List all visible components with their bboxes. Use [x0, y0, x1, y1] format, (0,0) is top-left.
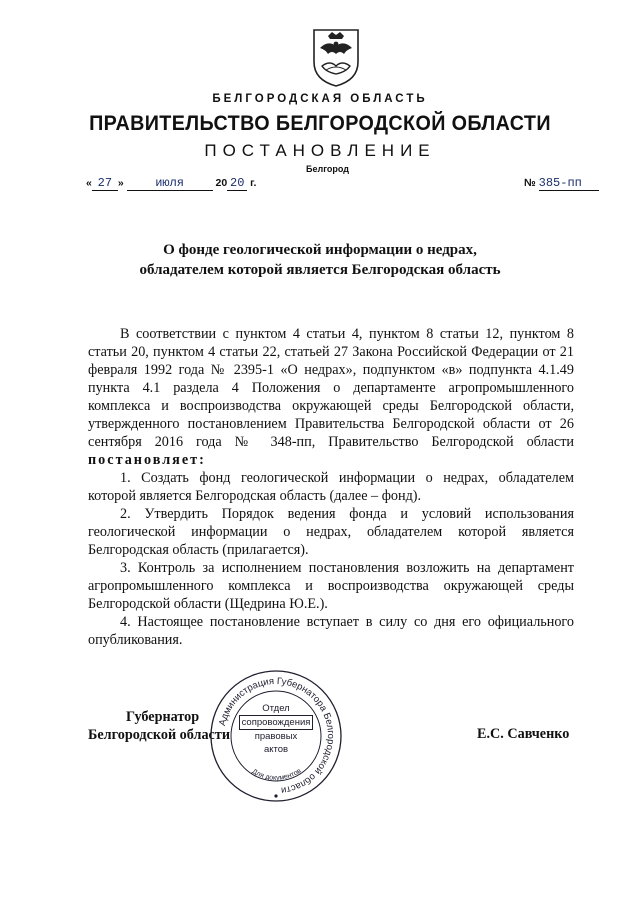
decree-item: 2. Утвердить Порядок ведения фонда и условий использования геологической информации о недрах, обладателем которой является Белгородская область (прилагается).	[88, 506, 574, 558]
signatory-title-line-1: Губернатор	[126, 709, 200, 725]
document-title	[100, 240, 540, 280]
date-year-prefix: 20	[215, 177, 228, 189]
stamp-line: Отдел	[262, 703, 290, 714]
number-value: 385-пп	[539, 176, 599, 191]
number-label: №	[524, 177, 536, 189]
coat-of-arms-icon	[310, 26, 362, 88]
decree-item: 4. Настоящее постановление вступает в силу со дня его официального опубликования.	[88, 614, 574, 648]
date-month: июля	[127, 176, 213, 191]
date-year-suffix: 20	[227, 176, 247, 191]
stamp-center-text	[208, 702, 344, 756]
date-close-quote: »	[117, 177, 124, 189]
title-line-1: О фонде геологической информации о недрах,	[163, 242, 477, 258]
stamp-line: сопровождения	[239, 715, 314, 730]
preamble-text: В соответствии с пунктом 4 статьи 4, пунктом 8 статьи 12, пунктом 8 статьи 20, пунктом 4 статьи 22, статьей 27 Закона Российской Федерации от 21 февраля 1992 года № 2395-1 «О недрах», подпунктом «в» подпункта 4.1.49 пункта 4.1 раздела 4 Положения о департаменте агропромышленного комплекса и воспроизводства окружающей среды Белгородской области, утвержденного постановлением Правительства Белгородской области от 26 сентября 2016 года № 348-пп, Правительство Белгородской области	[88, 326, 574, 450]
stamp-line: правовых	[254, 731, 298, 742]
title-line-2: обладателем которой является Белгородская область	[139, 262, 501, 278]
date-year-mark: г.	[250, 177, 257, 189]
date-open-quote: «	[86, 177, 92, 189]
signatory-title-line-2: Белгородской области	[88, 727, 230, 743]
decree-colon: :	[199, 452, 206, 468]
document-body	[88, 325, 574, 649]
document-type: ПОСТАНОВЛЕНИЕ	[204, 141, 436, 160]
stamp-line: актов	[263, 744, 289, 755]
document-number	[524, 176, 599, 191]
decree-item: 1. Создать фонд геологической информации о недрах, обладателем которой является Белгородская область (далее – фонд).	[88, 470, 574, 504]
decree-word: постановляет	[88, 452, 200, 468]
decree-item: 3. Контроль за исполнением постановления возложить на департамент агропромышленного комплекса и воспроизводства окружающей среды Белгородской области (Щедрина Ю.Е.).	[88, 560, 574, 612]
city-name: Белгород	[306, 164, 349, 174]
signatory-name: Е.С. Савченко	[477, 726, 570, 742]
region-name: БЕЛГОРОДСКАЯ ОБЛАСТЬ	[212, 93, 428, 105]
government-name: ПРАВИТЕЛЬСТВО БЕЛГОРОДСКОЙ ОБЛАСТИ	[89, 112, 551, 135]
document-date	[86, 176, 256, 191]
stamp-ring-text: Администрация Губернатора Белгородской области	[217, 675, 337, 796]
preamble-paragraph	[88, 325, 574, 469]
stamp-bottom-text: Для документов	[250, 767, 303, 782]
date-day: 27	[92, 176, 118, 191]
